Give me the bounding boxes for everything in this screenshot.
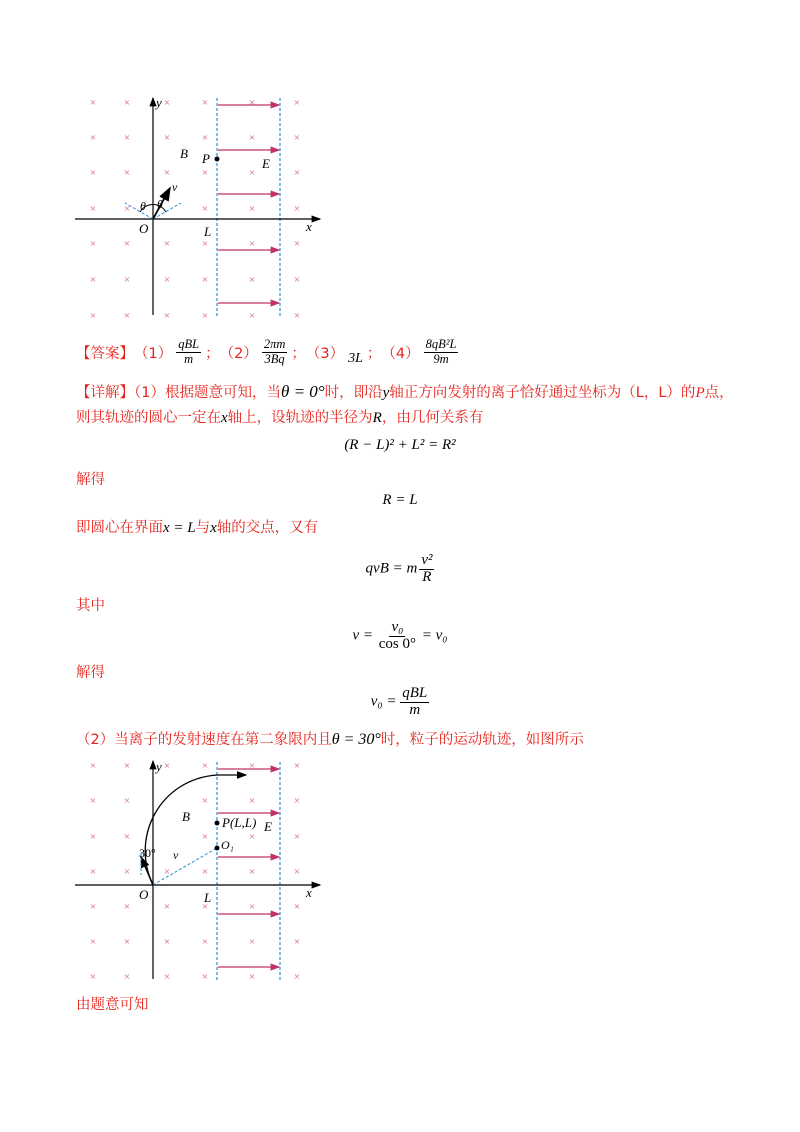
field-cross-mark: ×: [163, 971, 171, 983]
field-cross-mark: ×: [293, 274, 301, 286]
field-cross-mark: ×: [201, 901, 209, 913]
y-axis-label: y: [156, 95, 162, 110]
detail-text: （1）根据题意可知，当: [134, 385, 281, 401]
field-cross-mark: ×: [293, 795, 301, 807]
detail-line-1: [76, 380, 734, 405]
B-label: B: [180, 146, 188, 161]
final-line: 由题意可知: [76, 997, 149, 1013]
field-cross-mark: ×: [123, 132, 131, 144]
answer-separator: ；: [291, 345, 306, 362]
x-symbol: x: [221, 410, 228, 426]
answer-part1-label: （1）: [134, 345, 173, 362]
field-cross-mark: ×: [201, 831, 209, 843]
equation-geometry: (R − L)² + L² = R²: [344, 437, 456, 453]
field-cross-mark: ×: [201, 866, 209, 878]
point-P-dot: [215, 157, 220, 162]
field-cross-mark: ×: [123, 760, 131, 772]
eq4-numerator: v₀: [391, 619, 404, 635]
solve-label-1: 解得: [76, 472, 105, 488]
answer-2-numerator: 2πm: [263, 337, 286, 352]
field-cross-mark: ×: [123, 203, 131, 215]
field-cross-mark: ×: [163, 274, 171, 286]
detail-prefix: 【详解】: [76, 385, 134, 401]
x-symbol: x: [210, 520, 217, 536]
eq5-left: v₀ =: [370, 693, 397, 710]
part2-text-a: （2）当离子的发射速度在第二象限内且: [76, 732, 332, 748]
field-cross-mark: ×: [293, 167, 301, 179]
among-label: 其中: [76, 598, 105, 614]
detail-text: 时，即沿: [324, 385, 383, 401]
theta-left-label: θ: [140, 199, 146, 213]
field-cross-mark: ×: [248, 274, 256, 286]
field-cross-mark: ×: [89, 167, 97, 179]
field-cross-mark: ×: [123, 167, 131, 179]
field-cross-mark: ×: [293, 238, 301, 250]
field-cross-mark: ×: [293, 901, 301, 913]
angle-30-label: 30°: [139, 846, 156, 860]
answer-part3-label: （3）: [305, 345, 345, 362]
equation-v0: [0, 686, 800, 719]
detail-text: 则其轨迹的圆心一定在: [76, 410, 221, 426]
field-cross-mark: ×: [201, 795, 209, 807]
answer-part4-label: （4）: [381, 345, 420, 362]
field-cross-mark: ×: [163, 167, 171, 179]
field-cross-mark: ×: [89, 97, 97, 109]
field-cross-mark: ×: [248, 97, 256, 109]
detail-text: 点，: [704, 385, 734, 401]
answer-1-numerator: qBL: [178, 337, 200, 352]
field-cross-mark: ×: [163, 866, 171, 878]
field-cross-mark: ×: [293, 132, 301, 144]
field-cross-mark: ×: [163, 310, 171, 322]
field-cross-mark: ×: [123, 97, 131, 109]
magnetic-field-crosses: [90, 760, 300, 983]
text3-part-a: 即圆心在界面: [76, 520, 163, 536]
eq4-left: v =: [352, 627, 374, 644]
field-cross-mark: ×: [248, 238, 256, 250]
field-cross-mark: ×: [248, 167, 256, 179]
answer-4-denominator: 9m: [433, 351, 449, 366]
field-cross-mark: ×: [293, 97, 301, 109]
part2-text-b: 时，粒子的运动轨迹，如图所示: [380, 732, 584, 748]
field-cross-mark: ×: [89, 866, 97, 878]
answer-prefix: 【答案】: [76, 345, 134, 362]
detail-text: ，由几何关系有: [381, 410, 484, 426]
field-cross-mark: ×: [163, 901, 171, 913]
eq3-numerator: v²: [421, 552, 433, 568]
field-cross-mark: ×: [201, 936, 209, 948]
field-cross-mark: ×: [248, 866, 256, 878]
field-cross-mark: ×: [89, 274, 97, 286]
text3-part-b: 与: [195, 520, 211, 536]
P-symbol: P: [695, 385, 705, 401]
field-cross-mark: ×: [248, 760, 256, 772]
detail-text: 轴正方向发射的离子恰好通过坐标为（L，L）的: [389, 385, 696, 401]
field-cross-mark: ×: [123, 274, 131, 286]
field-cross-mark: ×: [89, 901, 97, 913]
B-label: B: [182, 809, 190, 824]
eq5-denominator: m: [409, 701, 421, 718]
text-line-3: [76, 516, 318, 540]
figure-2-trajectory-diagram: [70, 757, 330, 989]
field-cross-mark: ×: [89, 310, 97, 322]
magnetic-field-crosses: [90, 97, 300, 322]
v-label: v: [173, 848, 179, 862]
E-label: E: [262, 156, 270, 171]
answer-4-numerator: 8qB²L: [425, 337, 457, 352]
eq4-denominator: cos 0°: [378, 635, 417, 652]
eq5-fraction: [400, 686, 429, 719]
y-axis-label: y: [156, 759, 162, 774]
eq4-fraction: [377, 620, 418, 653]
equation-R-equals-L: R = L: [382, 492, 418, 508]
field-cross-mark: ×: [248, 936, 256, 948]
y-symbol: y: [382, 385, 390, 401]
velocity-arrow: [141, 857, 153, 885]
text3-part-c: 轴的交点，又有: [216, 520, 319, 536]
solve-label-2: 解得: [76, 665, 105, 681]
answer-2-fraction: [262, 338, 288, 365]
field-cross-mark: ×: [293, 760, 301, 772]
field-cross-mark: ×: [293, 866, 301, 878]
equation-lorentz: [0, 553, 800, 586]
point-P-dot: [215, 821, 220, 826]
field-cross-mark: ×: [201, 971, 209, 983]
field-cross-mark: ×: [201, 132, 209, 144]
answer-separator: ；: [205, 345, 220, 362]
O1-label: O₁: [221, 838, 234, 852]
field-cross-mark: ×: [123, 901, 131, 913]
x-axis-label: x: [306, 219, 312, 234]
field-cross-mark: ×: [201, 760, 209, 772]
field-cross-mark: ×: [201, 167, 209, 179]
field-cross-mark: ×: [89, 132, 97, 144]
field-cross-mark: ×: [248, 795, 256, 807]
answer-3-value: 3L: [348, 351, 363, 366]
field-cross-mark: ×: [123, 866, 131, 878]
R-symbol: R: [372, 410, 382, 426]
P-coordinate-label: P(L,L): [222, 815, 257, 830]
field-cross-mark: ×: [89, 760, 97, 772]
eq5-numerator: qBL: [402, 685, 428, 701]
field-cross-mark: ×: [123, 310, 131, 322]
field-cross-mark: ×: [248, 831, 256, 843]
theta-zero-expression: θ = 0°: [280, 382, 325, 401]
answer-1-denominator: m: [184, 351, 194, 366]
figure-1-field-diagram: [70, 90, 330, 325]
field-cross-mark: ×: [123, 238, 131, 250]
field-cross-mark: ×: [89, 936, 97, 948]
origin-label: O: [139, 887, 149, 902]
field-cross-mark: ×: [293, 310, 301, 322]
eq3-denominator: R: [422, 568, 432, 585]
field-cross-mark: ×: [163, 97, 171, 109]
answer-part2-label: （2）: [219, 345, 258, 362]
equation-velocity: [0, 620, 800, 653]
part2-line: [76, 728, 584, 752]
field-cross-mark: ×: [89, 795, 97, 807]
field-cross-mark: ×: [163, 132, 171, 144]
field-cross-mark: ×: [201, 310, 209, 322]
origin-label: O: [139, 221, 149, 236]
field-cross-mark: ×: [293, 971, 301, 983]
eq3-fraction: [419, 553, 434, 586]
field-cross-mark: ×: [201, 274, 209, 286]
field-cross-mark: ×: [293, 936, 301, 948]
field-cross-mark: ×: [248, 132, 256, 144]
x-axis-label: x: [306, 885, 312, 900]
field-cross-mark: ×: [123, 971, 131, 983]
theta-right-label: θ: [157, 197, 163, 211]
field-cross-mark: ×: [201, 203, 209, 215]
field-cross-mark: ×: [89, 831, 97, 843]
field-cross-mark: ×: [163, 238, 171, 250]
L-label: L: [204, 224, 212, 239]
field-cross-mark: ×: [163, 936, 171, 948]
field-cross-mark: ×: [123, 936, 131, 948]
field-cross-mark: ×: [89, 203, 97, 215]
eq3-left: qvB = m: [365, 560, 418, 577]
detail-text: 轴上，设轨迹的半径为: [227, 410, 373, 426]
field-cross-mark: ×: [293, 203, 301, 215]
answer-4-fraction: [424, 338, 459, 365]
answer-separator: ；: [366, 345, 382, 362]
field-cross-mark: ×: [248, 203, 256, 215]
field-cross-mark: ×: [293, 831, 301, 843]
detail-line-2: [76, 406, 483, 430]
v-label: v: [172, 180, 178, 194]
field-cross-mark: ×: [201, 238, 209, 250]
x-equals-L-expression: x = L: [163, 520, 196, 536]
field-cross-mark: ×: [248, 310, 256, 322]
answer-1-fraction: [176, 338, 201, 365]
theta-30-expression: θ = 30°: [331, 731, 381, 748]
field-cross-mark: ×: [89, 971, 97, 983]
eq4-right: = v₀: [421, 627, 448, 644]
field-cross-mark: ×: [163, 760, 171, 772]
answer-line: [76, 336, 462, 368]
center-O1-dot: [215, 846, 220, 851]
trajectory-arc: [145, 775, 246, 885]
field-cross-mark: ×: [123, 795, 131, 807]
P-label: P: [202, 151, 210, 166]
E-label: E: [264, 819, 272, 834]
field-cross-mark: ×: [248, 971, 256, 983]
L-label: L: [204, 890, 212, 905]
field-cross-mark: ×: [123, 831, 131, 843]
field-cross-mark: ×: [201, 97, 209, 109]
answer-2-denominator: 3Bq: [264, 351, 285, 366]
field-cross-mark: ×: [248, 901, 256, 913]
field-cross-mark: ×: [89, 238, 97, 250]
